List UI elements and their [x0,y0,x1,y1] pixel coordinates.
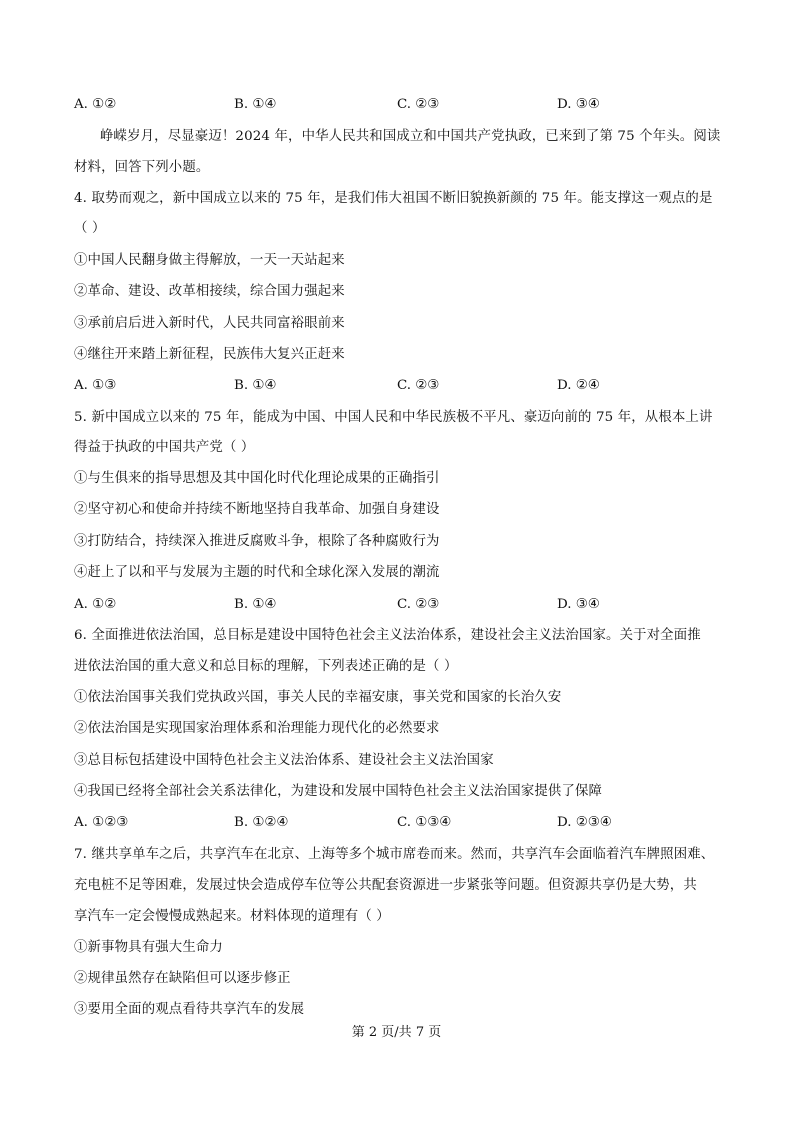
q6-option-d: D. ②③④ [557,815,612,830]
q7-stem-line-2: 充电桩不足等困难，发展过快会造成停车位等公共配套资源进一步紧张等问题。但资源共享仍是大势，共 [74,878,697,893]
intro-line-2: 材料，回答下列小题。 [74,160,210,175]
q5-option-c: C. ②③ [397,597,440,612]
q7-item-1: ①新事物具有强大生命力 [74,940,223,955]
q7-item-3: ③要用全面的观点看待共享汽车的发展 [74,1002,305,1017]
q6-stem-line-2: 进依法治国的重大意义和总目标的理解，下列表述正确的是（ ） [74,659,458,674]
q5-item-3: ③打防结合，持续深入推进反腐败斗争，根除了各种腐败行为 [74,534,440,549]
q5-stem-line-1: 5. 新中国成立以来的 75 年，能成为中国、中国人民和中华民族极不平凡、豪迈向前的 75 年，从根本上讲 [74,410,713,425]
q5-item-1: ①与生俱来的指导思想及其中国化时代化理论成果的正确指引 [74,471,440,486]
q4-option-d: D. ②④ [557,378,600,393]
q5-option-d: D. ③④ [557,597,600,612]
page-number: 第 2 页/共 7 页 [351,1025,442,1040]
q6-item-3: ③总目标包括建设中国特色社会主义法治体系、建设社会主义法治国家 [74,753,494,768]
q6-option-a: A. ①②③ [74,815,129,830]
q4-item-3: ③承前启后进入新时代，人民共同富裕眼前来 [74,316,345,331]
q7-item-2: ②规律虽然存在缺陷但可以逐步修正 [74,971,291,986]
q5-stem-line-2: 得益于执政的中国共产党（ ） [74,440,255,455]
q4-item-1: ①中国人民翻身做主得解放，一天一天站起来 [74,253,345,268]
q3-option-a: A. ①② [74,97,117,112]
q5-item-4: ④赶上了以和平与发展为主题的时代和全球化深入发展的潮流 [74,565,440,580]
q5-option-b: B. ①④ [234,597,277,612]
q4-option-b: B. ①④ [234,378,277,393]
q6-option-c: C. ①③④ [397,815,452,830]
q6-option-b: B. ①②④ [234,815,289,830]
q4-option-a: A. ①③ [74,378,117,393]
q4-option-c: C. ②③ [397,378,440,393]
q4-item-4: ④继往开来踏上新征程，民族伟大复兴正赶来 [74,347,345,362]
q7-stem-line-3: 享汽车一定会慢慢成熟起来。材料体现的道理有（ ） [74,909,390,924]
intro-line-1: 峥嵘岁月，尽显豪迈！2024 年，中华人民共和国成立和中国共产党执政，已来到了第 75 个年头。阅读 [100,129,721,144]
q4-item-2: ②革命、建设、改革相接续，综合国力强起来 [74,284,345,299]
q5-item-2: ②坚守初心和使命并持续不断地坚持自我革命、加强自身建设 [74,502,440,517]
q4-stem-line-1: 4. 取势而观之，新中国成立以来的 75 年，是我们伟大祖国不断旧貌换新颜的 75 年。能支撑这一观点的是 [74,191,713,206]
q6-item-2: ②依法治国是实现国家治理体系和治理能力现代化的必然要求 [74,721,440,736]
q3-option-c: C. ②③ [397,97,440,112]
q6-item-1: ①依法治国事关我们党执政兴国，事关人民的幸福安康，事关党和国家的长治久安 [74,690,562,705]
q6-stem-line-1: 6. 全面推进依法治国，总目标是建设中国特色社会主义法治体系，建设社会主义法治国家。关于对全面推 [74,628,701,643]
q6-item-4: ④我国已经将全部社会关系法律化，为建设和发展中国特色社会主义法治国家提供了保障 [74,784,603,799]
q3-option-b: B. ①④ [234,97,277,112]
q4-stem-line-2: （ ） [74,221,106,236]
q3-option-d: D. ③④ [557,97,600,112]
q7-stem-line-1: 7. 继共享单车之后，共享汽车在北京、上海等多个城市席卷而来。然而，共享汽车会面临着汽车牌照困难、 [74,847,715,862]
q5-option-a: A. ①② [74,597,117,612]
